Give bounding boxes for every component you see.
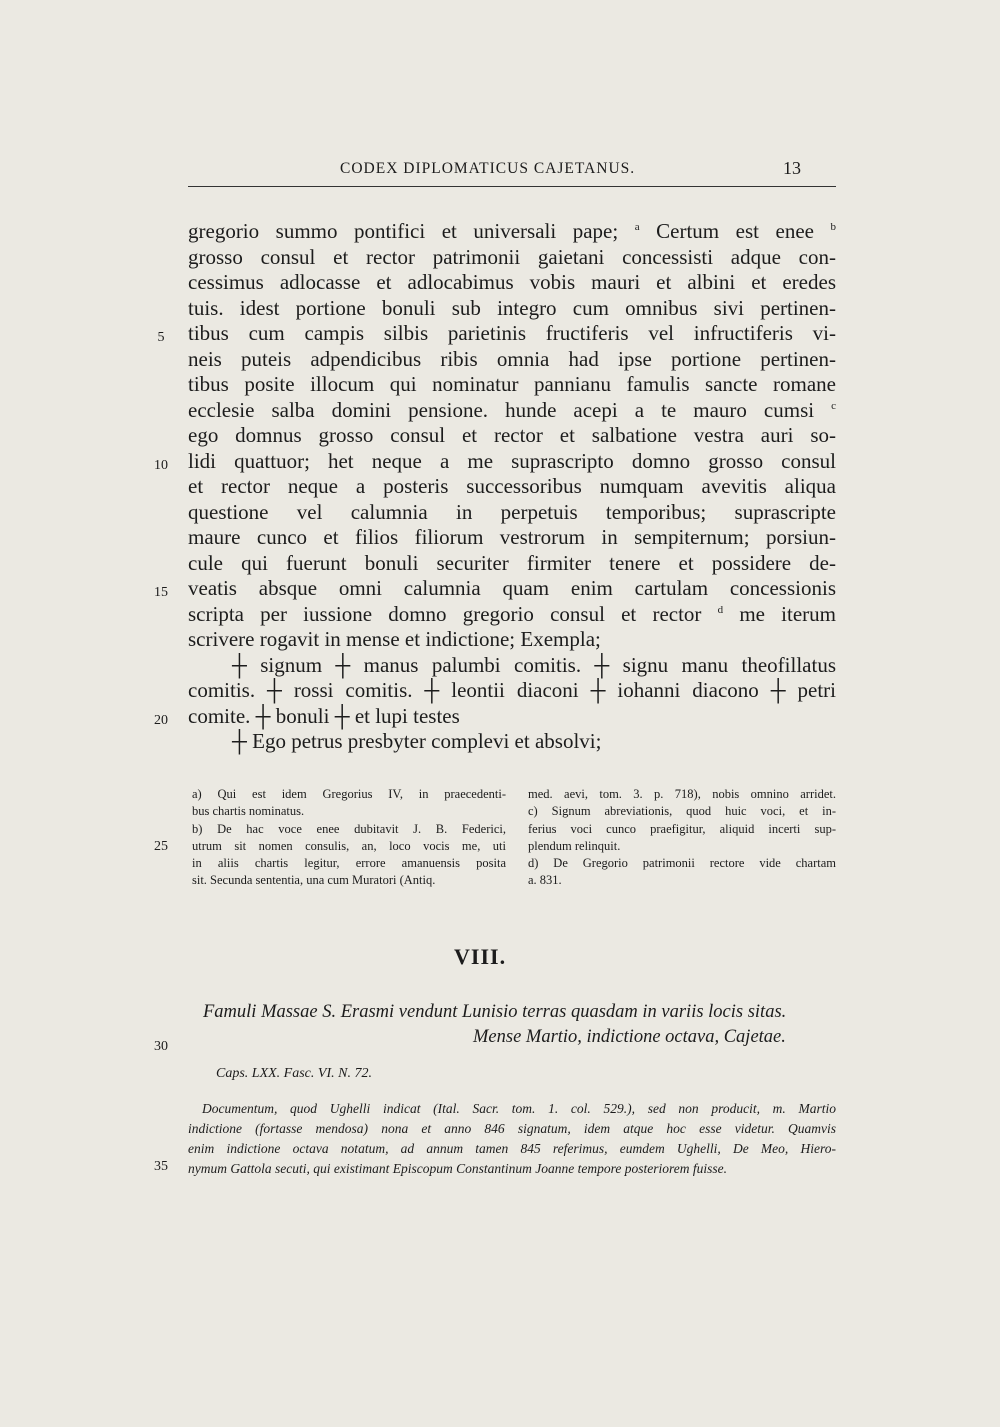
footnote-mark: d (717, 603, 724, 616)
text-segment: cessimus adlocasse et adlocabimus vobis mauri et albini et eredes (188, 270, 836, 294)
text-line (188, 218, 836, 244)
rubric-line-1: Famuli Massae S. Erasmi vendunt Lunisio terras quasdam in variis locis sitas. (203, 1002, 787, 1022)
text-segment: comite. ┼ bonuli ┼ et lupi testes (188, 703, 460, 728)
note-line: indictione (fortasse mendosa) nona et anno 846 signatum, idem atque hoc esse videtur. Quamvis (188, 1121, 836, 1136)
text-segment: neis puteis adpendicibus ribis omnia had ipse portione pertinen- (188, 346, 836, 371)
text-segment: gregorio summo pontifici et universali pape; (188, 219, 635, 243)
text-segment: grosso consul et rector patrimonii gaietani concessisti adque con- (188, 244, 836, 269)
text-line (188, 703, 836, 729)
text-line (188, 269, 836, 295)
footnote-line: utrum sit nomen consulis, an, loco vocis me, uti (192, 838, 506, 853)
text-line (188, 473, 836, 499)
rubric-line-2: Mense Martio, indictione octava, Cajetae. (473, 1027, 786, 1047)
footnotes-left-column (192, 786, 506, 890)
footnote-line: in aliis chartis legitur, errore amanuensis posita (192, 856, 506, 871)
footnote-line: d) De Gregorio patrimonii rectore vide chartam (528, 856, 836, 871)
text-line (188, 244, 836, 270)
text-segment: ┼ Ego petrus presbyter complevi et absolvi; (232, 729, 602, 753)
text-segment: tibus posite illocum qui nominatur pannianu famulis sancte romane (188, 372, 836, 396)
text-segment: scripta per iussione domno gregorio consul et rector (188, 601, 718, 626)
text-line (188, 346, 836, 372)
footnote-line: c) Signum abreviationis, quod huic voci, et in- (528, 804, 836, 819)
text-segment: ecclesie salba domini pensione. hunde acepi a te mauro cumsi (188, 397, 832, 422)
footnote-mark: b (830, 221, 837, 233)
page-number: 13 (783, 158, 801, 178)
text-segment: me iterum (723, 601, 836, 626)
text-segment: ego domnus grosso consul et rector et salbatione vestra auri so- (188, 423, 836, 447)
text-segment: scrivere rogavit in mense et indictione; Exempla; (188, 627, 601, 651)
text-segment: Certum est enee (639, 219, 831, 243)
line-number: 5 (157, 330, 165, 345)
text-line (188, 422, 836, 448)
header-rule (188, 186, 836, 187)
text-segment: cule qui fuerunt bonuli securiter firmiter tenere et possidere de- (188, 550, 836, 575)
footnote-line: sit. Secunda sententia, una cum Muratori (Antiq. (192, 873, 436, 888)
footnote-line: a. 831. (528, 873, 562, 888)
text-segment: comitis. ┼ rossi comitis. ┼ leontii diaconi ┼ iohanni diacono ┼ petri (188, 678, 836, 702)
footnotes-right-column (528, 786, 836, 890)
text-segment: questione vel calumnia in perpetuis temporibus; suprascripte (188, 499, 836, 524)
text-line (188, 626, 836, 652)
line-number: 20 (154, 713, 168, 728)
text-segment: ┼ signum ┼ manus palumbi comitis. ┼ signu manu theofillatus (232, 652, 836, 677)
text-line (188, 295, 836, 321)
text-line (188, 320, 836, 346)
text-line (188, 371, 836, 397)
line-number: 25 (154, 839, 168, 854)
line-number: 35 (154, 1159, 168, 1174)
text-line (188, 550, 836, 576)
line-number: 30 (154, 1039, 168, 1054)
document-number: VIII. (454, 944, 507, 969)
text-line (232, 652, 836, 678)
footnote-line: a) Qui est idem Gregorius IV, in praecedenti- (192, 787, 506, 801)
footnote-line: plendum relinquit. (528, 838, 621, 853)
text-segment: veatis absque omni calumnia quam enim cartulam concessionis (188, 576, 836, 600)
text-line (188, 575, 836, 601)
text-segment: lidi quattuor; het neque a me suprascripto domno grosso consul (188, 448, 836, 473)
text-segment: tibus cum campis silbis parietinis fructiferis vel infructiferis vi- (188, 321, 836, 345)
text-line (188, 524, 836, 550)
text-segment: maure cunco et filios filiorum vestrorum in sempiternum; porsiun- (188, 525, 836, 549)
text-segment: tuis. idest portione bonuli sub integro cum omnibus sivi pertinen- (188, 295, 836, 320)
footnote-line: ferius voci cunco praefigitur, aliquid incerti sup- (528, 821, 836, 836)
line-number: 15 (154, 585, 168, 600)
text-line (188, 601, 836, 627)
running-header: CODEX DIPLOMATICUS CAJETANUS. (340, 160, 636, 177)
footnote-line: b) De hac voce enee dubitavit J. B. Federici, (192, 821, 506, 836)
line-number: 10 (154, 458, 168, 473)
text-line (232, 728, 836, 754)
note-line: enim indictione octava notatum, ad annum tamen 845 referimus, eumdem Ughelli, De Meo, Hiero- (188, 1141, 836, 1156)
footnote-line: med. aevi, tom. 3. p. 718), nobis omnino arridet. (528, 787, 836, 801)
text-line (188, 397, 836, 423)
note-line: Documentum, quod Ughelli indicat (Ital. Sacr. tom. 1. col. 529.), sed non producit, m. Martio (202, 1101, 836, 1116)
archive-reference: Caps. LXX. Fasc. VI. N. 72. (216, 1066, 372, 1081)
text-line (188, 448, 836, 474)
text-segment: et rector neque a posteris successoribus numquam avevitis aliqua (188, 474, 836, 498)
text-line (188, 499, 836, 525)
note-line: nymum Gattola secuti, qui existimant Episcopum Constantinum Joanne tempore posteriorem fuisse. (188, 1161, 727, 1176)
footnote-mark: c (831, 399, 836, 412)
footnote-line: bus chartis nominatus. (192, 804, 305, 819)
footnote-mark: a (634, 221, 640, 233)
text-line (188, 677, 836, 703)
